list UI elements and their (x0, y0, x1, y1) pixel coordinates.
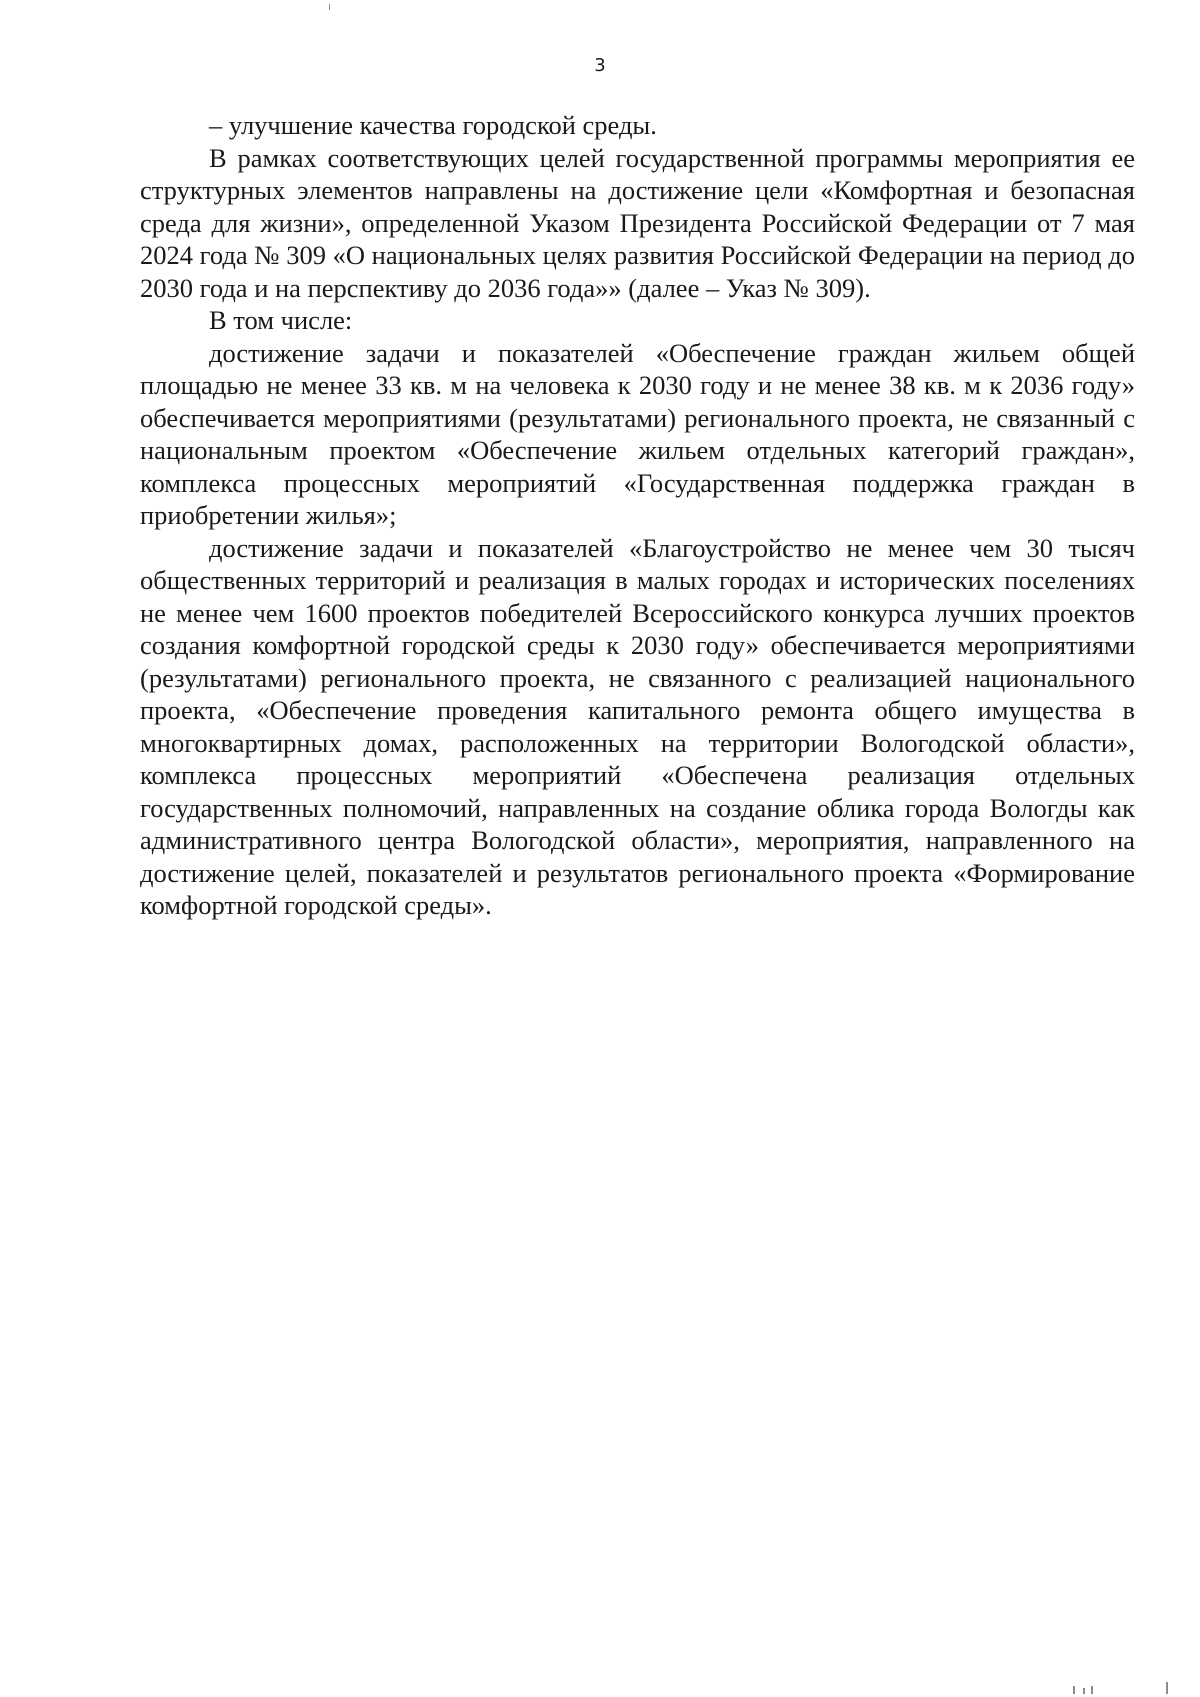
paragraph-program-goals: В рамках соответствующих целей государственной программы мероприятия ее структурных элементов направлены на достижение цели «Комфортная и безопасная среда для жизни», определенной Указом Президента Российской Федерации от 7 мая 2024 года № 309 «О национальных целях развития Российской Федерации на период до 2030 года и на перспективу до 2036 года»» (далее – Указ № 309). (140, 142, 1135, 303)
scan-artifact (1091, 1686, 1093, 1694)
document-body (140, 109, 1135, 922)
scan-artifact (1166, 1682, 1168, 1694)
paragraph-housing-task: достижение задачи и показателей «Обеспечение граждан жильем общей площадью не менее 33 кв. м на человека к 2030 году и не менее 38 кв. м к 2036 году» обеспечивается мероприятиями (результатами) регионального проекта, не связанный с национальным проектом «Обеспечение жильем отдельных категорий граждан», комплекса процессных мероприятий «Государственная поддержка граждан в приобретении жилья»; (140, 337, 1135, 530)
scan-artifact (1073, 1686, 1075, 1694)
paragraph-urban-environment-task: достижение задачи и показателей «Благоустройство не менее чем 30 тысяч общественных территорий и реализация в малых городах и исторических поселениях не менее чем 1600 проектов победителей Всероссийского конкурса лучших проектов создания комфортной городской среды к 2030 году» обеспечивается мероприятиями (результатами) регионального проекта, не связанного с реализацией национального проекта, «Обеспечение проведения капитального ремонта общего имущества в многоквартирных домах, расположенных на территории Вологодской области», комплекса процессных мероприятий «Обеспечена реализация отдельных государственных полномочий, направленных на создание облика города Вологды как административного центра Вологодской области», мероприятия, направленного на достижение целей, показателей и результатов регионального проекта «Формирование комфортной городской среды». (140, 532, 1135, 920)
paragraph-including: В том числе: (209, 305, 353, 335)
page-number: 3 (594, 55, 606, 76)
paragraph-list-item: – улучшение качества городской среды. (209, 110, 657, 140)
scan-artifact (329, 4, 330, 10)
scan-artifact (1083, 1688, 1085, 1694)
